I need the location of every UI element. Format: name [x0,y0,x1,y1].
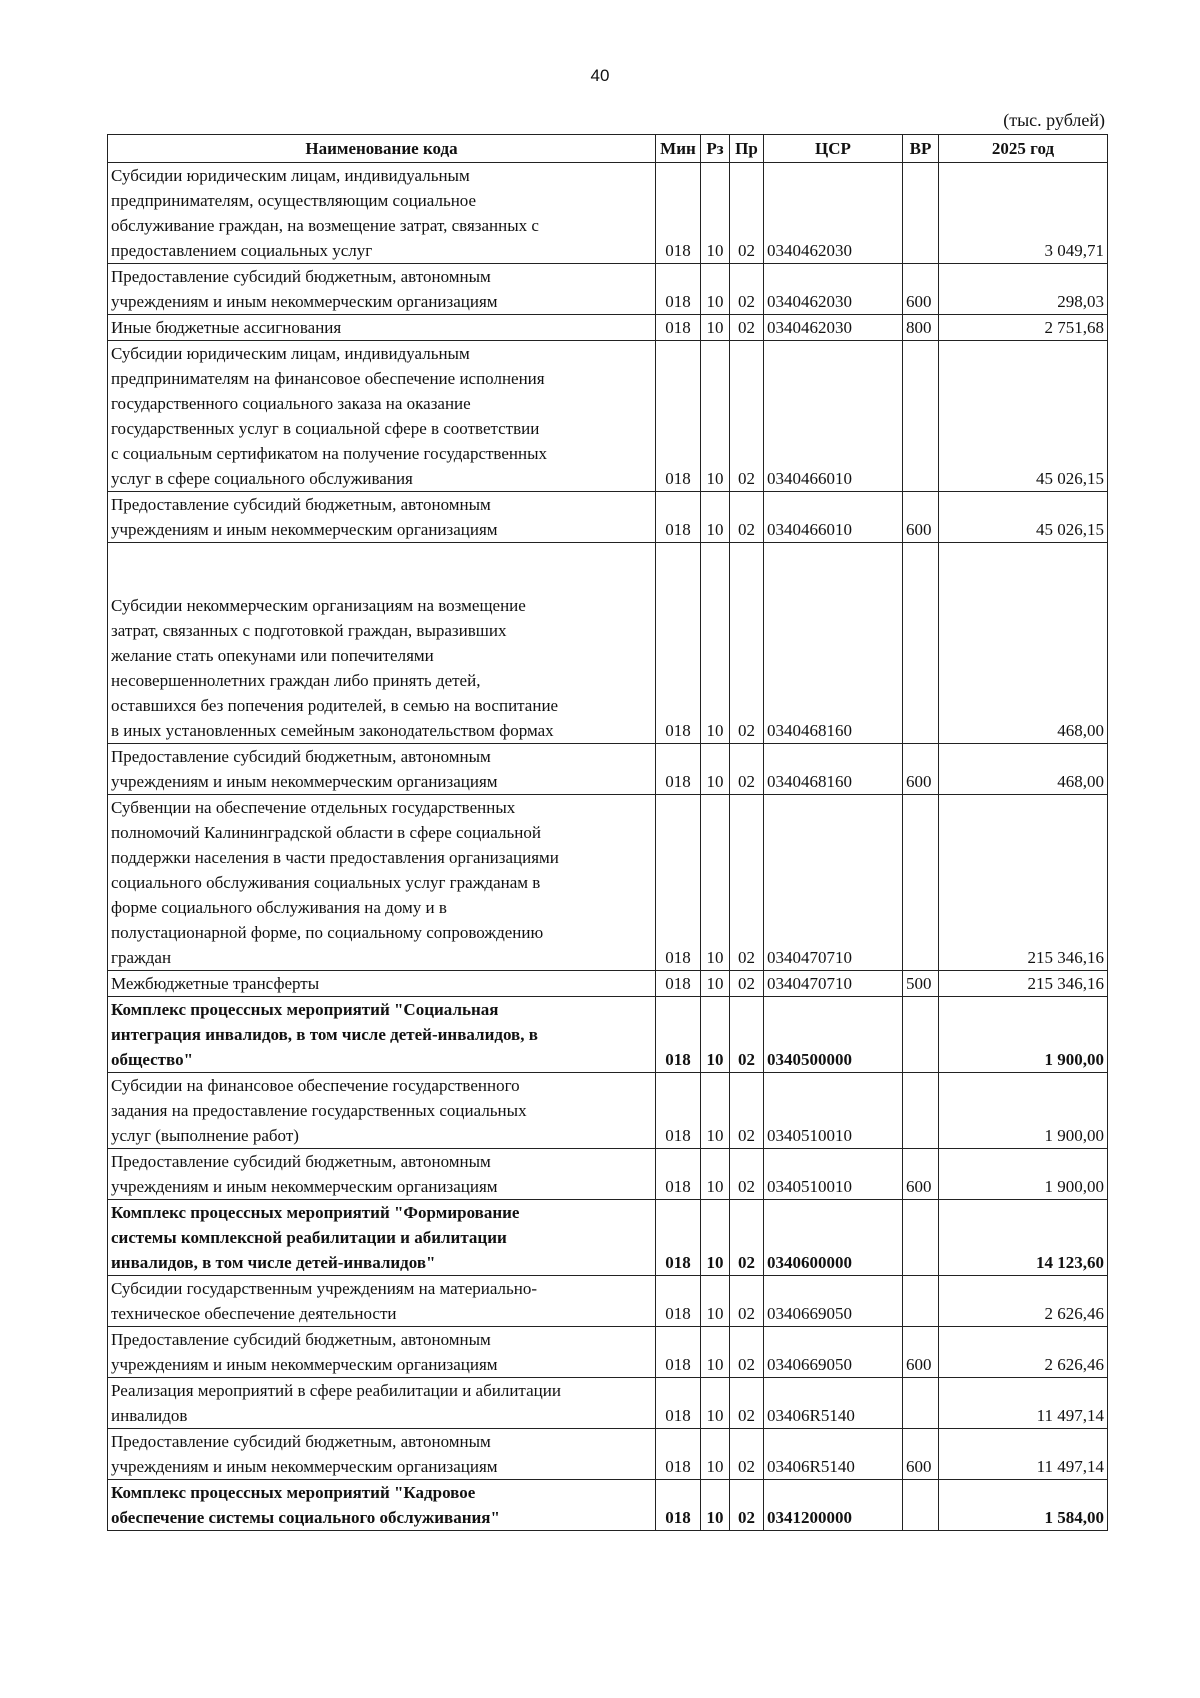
row-name-text: Субсидии некоммерческим организациям на возмещение затрат, связанных с подготовкой граждан, выразивших желание стать опекунами или попечителями несовершеннолетних граждан либо принять детей, оставшихся без попечения родителей, в семью на воспитание в иных установленных семейным законодательством формах [111,596,559,740]
cell-vr: 600 [903,492,939,543]
cell-rz: 10 [701,997,730,1073]
table-row [108,971,1108,997]
header-min: Мин [656,135,701,163]
cell-name [108,1429,656,1480]
cell-csr: 0340500000 [764,997,903,1073]
cell-name [108,492,656,543]
cell-vr: 600 [903,744,939,795]
table-row [108,543,1108,744]
cell-min: 018 [656,1429,701,1480]
cell-vr [903,795,939,971]
budget-table [107,134,1108,1531]
cell-pr: 02 [730,341,764,492]
cell-pr: 02 [730,543,764,744]
row-name-text: Субсидии на финансовое обеспечение государственного задания на предоставление государственных социальных услуг (выполнение работ) [111,1076,527,1145]
row-name-text: Реализация мероприятий в сфере реабилитации и абилитации инвалидов [111,1381,561,1425]
cell-amount: 2 626,46 [939,1276,1108,1327]
row-name-text: Комплекс процессных мероприятий "Формирование системы комплексной реабилитации и абилитации инвалидов, в том числе детей-инвалидов" [111,1203,520,1272]
cell-pr: 02 [730,997,764,1073]
table-row [108,795,1108,971]
cell-pr: 02 [730,264,764,315]
cell-vr [903,341,939,492]
cell-vr: 800 [903,315,939,341]
cell-amount: 215 346,16 [939,971,1108,997]
cell-rz: 10 [701,492,730,543]
cell-rz: 10 [701,1276,730,1327]
cell-csr: 0340470710 [764,971,903,997]
units-label: (тыс. рублей) [1003,110,1105,130]
cell-min: 018 [656,795,701,971]
cell-rz: 10 [701,1149,730,1200]
cell-vr: 500 [903,971,939,997]
header-csr: ЦСР [764,135,903,163]
cell-name [108,1073,656,1149]
cell-amount: 2 751,68 [939,315,1108,341]
table-row [108,492,1108,543]
cell-amount: 298,03 [939,264,1108,315]
header-pr: Пр [730,135,764,163]
cell-min: 018 [656,264,701,315]
table-row [108,1200,1108,1276]
cell-amount: 11 497,14 [939,1429,1108,1480]
header-year: 2025 год [939,135,1108,163]
row-name-text: Иные бюджетные ассигнования [111,318,342,337]
cell-rz: 10 [701,341,730,492]
cell-vr [903,1480,939,1531]
table-row [108,744,1108,795]
cell-csr: 0340462030 [764,264,903,315]
row-name-text: Субсидии юридическим лицам, индивидуальным предпринимателям на финансовое обеспечение исполнения государственного социального заказа на оказание государственных услуг в социальной сфере в соответствии с социальным сертификатом на получение государственных услуг в сфере социального обслуживания [111,344,548,488]
cell-name [108,1480,656,1531]
cell-pr: 02 [730,1200,764,1276]
cell-vr: 600 [903,1149,939,1200]
table-row [108,1429,1108,1480]
cell-csr: 0340669050 [764,1276,903,1327]
cell-rz: 10 [701,315,730,341]
cell-csr: 03406R5140 [764,1378,903,1429]
cell-name [108,1327,656,1378]
cell-csr: 0340468160 [764,744,903,795]
cell-pr: 02 [730,1480,764,1531]
cell-csr: 03406R5140 [764,1429,903,1480]
cell-name [108,543,656,744]
cell-csr: 0340462030 [764,163,903,264]
cell-pr: 02 [730,971,764,997]
cell-name [108,997,656,1073]
cell-min: 018 [656,971,701,997]
row-name-text: Предоставление субсидий бюджетным, автономным учреждениям и иным некоммерческим организациям [111,747,498,791]
header-name: Наименование кода [108,135,656,163]
row-name-text: Предоставление субсидий бюджетным, автономным учреждениям и иным некоммерческим организациям [111,1432,498,1476]
table-row [108,341,1108,492]
cell-pr: 02 [730,1429,764,1480]
cell-amount: 45 026,15 [939,492,1108,543]
cell-vr: 600 [903,264,939,315]
cell-name [108,1276,656,1327]
cell-rz: 10 [701,1378,730,1429]
table-header-row [108,135,1108,163]
cell-rz: 10 [701,1327,730,1378]
cell-amount: 2 626,46 [939,1327,1108,1378]
cell-min: 018 [656,1073,701,1149]
cell-min: 018 [656,163,701,264]
cell-rz: 10 [701,1480,730,1531]
cell-pr: 02 [730,1149,764,1200]
cell-amount: 215 346,16 [939,795,1108,971]
cell-amount: 1 900,00 [939,997,1108,1073]
cell-vr: 600 [903,1429,939,1480]
table-row [108,264,1108,315]
cell-amount: 1 900,00 [939,1149,1108,1200]
cell-pr: 02 [730,795,764,971]
row-name-text: Субсидии государственным учреждениям на материально- техническое обеспечение деятельности [111,1279,538,1323]
cell-rz: 10 [701,264,730,315]
cell-amount: 45 026,15 [939,341,1108,492]
cell-csr: 0340600000 [764,1200,903,1276]
cell-amount: 11 497,14 [939,1378,1108,1429]
table-row [108,1327,1108,1378]
cell-amount: 1 900,00 [939,1073,1108,1149]
cell-min: 018 [656,1327,701,1378]
cell-vr [903,1073,939,1149]
row-name-text: Комплекс процессных мероприятий "Кадровое обеспечение системы социального обслуживания" [111,1483,500,1527]
cell-min: 018 [656,1276,701,1327]
cell-csr: 0340470710 [764,795,903,971]
cell-min: 018 [656,997,701,1073]
cell-name [108,1378,656,1429]
row-name-text: Субсидии юридическим лицам, индивидуальным предпринимателям, осуществляющим социальное обслуживание граждан, на возмещение затрат, связанных с предоставлением социальных услуг [111,166,539,260]
table-body [108,163,1108,1531]
cell-amount: 468,00 [939,744,1108,795]
cell-vr [903,997,939,1073]
cell-pr: 02 [730,744,764,795]
cell-vr [903,163,939,264]
table-row [108,1480,1108,1531]
cell-min: 018 [656,1200,701,1276]
cell-name [108,1200,656,1276]
cell-min: 018 [656,1149,701,1200]
table-row [108,997,1108,1073]
cell-name [108,795,656,971]
cell-min: 018 [656,744,701,795]
cell-min: 018 [656,315,701,341]
row-name-text: Межбюджетные трансферты [111,974,320,993]
cell-csr: 0340468160 [764,543,903,744]
cell-csr: 0340510010 [764,1149,903,1200]
cell-csr: 0340669050 [764,1327,903,1378]
cell-min: 018 [656,492,701,543]
cell-amount: 3 049,71 [939,163,1108,264]
cell-rz: 10 [701,1429,730,1480]
table-row [108,315,1108,341]
table-row [108,1378,1108,1429]
cell-amount: 1 584,00 [939,1480,1108,1531]
table-row [108,1149,1108,1200]
cell-csr: 0340466010 [764,341,903,492]
cell-pr: 02 [730,163,764,264]
cell-pr: 02 [730,1073,764,1149]
cell-vr: 600 [903,1327,939,1378]
table-row [108,163,1108,264]
cell-min: 018 [656,1378,701,1429]
cell-min: 018 [656,341,701,492]
cell-pr: 02 [730,1327,764,1378]
table-row [108,1276,1108,1327]
cell-name [108,163,656,264]
row-name-text: Субвенции на обеспечение отдельных государственных полномочий Калининградской области в сфере социальной поддержки населения в части предоставления организациями социального обслуживания социальных услуг гражданам в форме социального обслуживания на дому и в полустационарной форме, по социальному сопровождению граждан [111,798,559,967]
cell-rz: 10 [701,1073,730,1149]
cell-vr [903,1378,939,1429]
header-rz: Рз [701,135,730,163]
row-name-text: Предоставление субсидий бюджетным, автономным учреждениям и иным некоммерческим организациям [111,1152,498,1196]
cell-csr: 0340510010 [764,1073,903,1149]
table-row [108,1073,1108,1149]
row-name-text: Комплекс процессных мероприятий "Социальная интеграция инвалидов, в том числе детей-инвалидов, в общество" [111,1000,538,1069]
row-name-text: Предоставление субсидий бюджетным, автономным учреждениям и иным некоммерческим организациям [111,495,498,539]
cell-amount: 14 123,60 [939,1200,1108,1276]
cell-name [108,341,656,492]
cell-pr: 02 [730,492,764,543]
cell-name [108,971,656,997]
cell-min: 018 [656,543,701,744]
cell-name [108,1149,656,1200]
cell-rz: 10 [701,744,730,795]
cell-amount: 468,00 [939,543,1108,744]
cell-name [108,744,656,795]
cell-pr: 02 [730,315,764,341]
cell-name [108,264,656,315]
cell-rz: 10 [701,163,730,264]
cell-vr [903,1200,939,1276]
cell-name [108,315,656,341]
cell-pr: 02 [730,1378,764,1429]
cell-rz: 10 [701,971,730,997]
row-name-text: Предоставление субсидий бюджетным, автономным учреждениям и иным некоммерческим организациям [111,1330,498,1374]
cell-min: 018 [656,1480,701,1531]
cell-vr [903,543,939,744]
cell-rz: 10 [701,543,730,744]
cell-csr: 0340462030 [764,315,903,341]
cell-vr [903,1276,939,1327]
cell-rz: 10 [701,1200,730,1276]
cell-pr: 02 [730,1276,764,1327]
header-vr: ВР [903,135,939,163]
cell-csr: 0341200000 [764,1480,903,1531]
cell-csr: 0340466010 [764,492,903,543]
row-name-text: Предоставление субсидий бюджетным, автономным учреждениям и иным некоммерческим организациям [111,267,498,311]
page-number: 40 [590,66,610,85]
cell-rz: 10 [701,795,730,971]
